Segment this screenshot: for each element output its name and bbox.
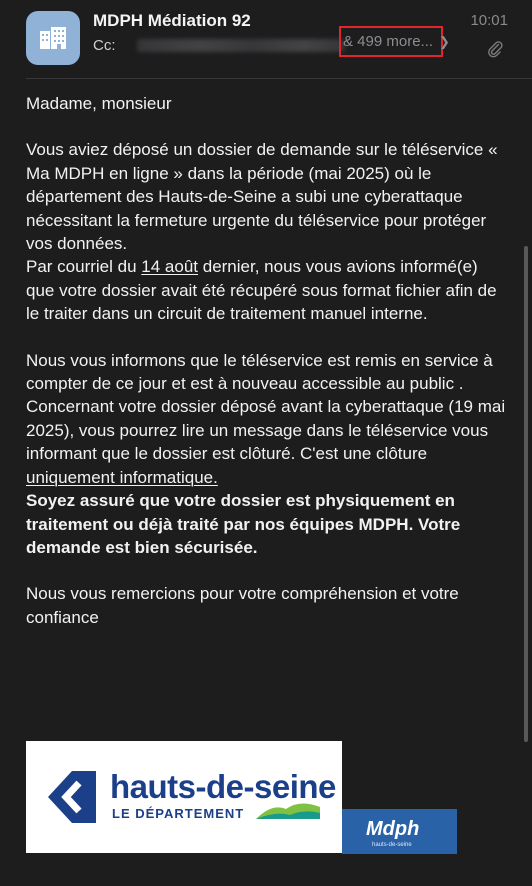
header-divider <box>26 78 532 79</box>
more-recipients-button[interactable] <box>339 26 450 57</box>
building-icon <box>38 25 68 51</box>
cc-label: Cc: <box>93 36 116 54</box>
cc-recipients-redacted <box>137 39 345 52</box>
le-departement-label: LE DÉPARTEMENT <box>112 806 245 821</box>
mdph-logo <box>342 809 457 854</box>
date-link[interactable]: 14 août <box>141 257 199 277</box>
timestamp: 10:01 <box>470 12 508 29</box>
paragraph-2-start: Par courriel du <box>26 257 142 277</box>
paragraph-3: Nous vous informons que le téléservice est remis en service à compter de ce jour et est à nouveau accessible au public . <box>26 350 493 394</box>
message-body <box>26 92 510 629</box>
paragraph-2-end: dernier, nous vous avions informé(e) que votre dossier avait été récupéré sous format fichier afin de le traiter dans un circuit de traitement manuel interne. <box>26 257 497 324</box>
hills-icon <box>256 797 320 821</box>
paragraph-4-text: Concernant votre dossier déposé avant la cyberattaque (19 mai 2025), vous pourrez lire un message dans le téléservice vous informant que le dossier est clôturé. C'est une clôture <box>26 397 506 464</box>
chevron-right-icon: ❯ <box>439 33 450 49</box>
sender-name[interactable]: MDPH Médiation 92 <box>93 11 251 30</box>
email-header <box>0 0 532 78</box>
mdph-wordmark: Mdph <box>366 818 420 840</box>
paperclip-icon <box>486 40 504 58</box>
more-recipients-label: & 499 more... <box>343 33 434 50</box>
sender-avatar[interactable] <box>26 11 80 65</box>
closing-paragraph: Nous vous remercions pour votre compréhension et votre confiance <box>26 584 459 627</box>
mdph-sublabel: hauts-de-seine <box>372 842 412 848</box>
underlined-phrase: uniquement informatique. <box>26 467 218 487</box>
hauts-de-seine-emblem-icon <box>46 769 106 825</box>
paragraph-1: Vous aviez déposé un dossier de demande sur le téléservice « Ma MDPH en ligne » dans la période (mai 2025) où le département des Hauts-de-Seine a subi une cyberattaque nécessitant la fermeture urgente du téléservice pour protéger vos données. <box>26 140 498 254</box>
hauts-de-seine-logo <box>26 741 342 853</box>
greeting: Madame, monsieur <box>26 94 172 113</box>
scrollbar[interactable] <box>524 246 528 742</box>
paragraph-2 <box>26 255 510 325</box>
paragraph-4 <box>26 395 510 489</box>
hauts-de-seine-wordmark: hauts-de-seine <box>110 768 336 805</box>
paragraph-bold: Soyez assuré que votre dossier est physiquement en traitement ou déjà traité par nos équipes MDPH. Votre demande est bien sécurisée. <box>26 491 461 557</box>
